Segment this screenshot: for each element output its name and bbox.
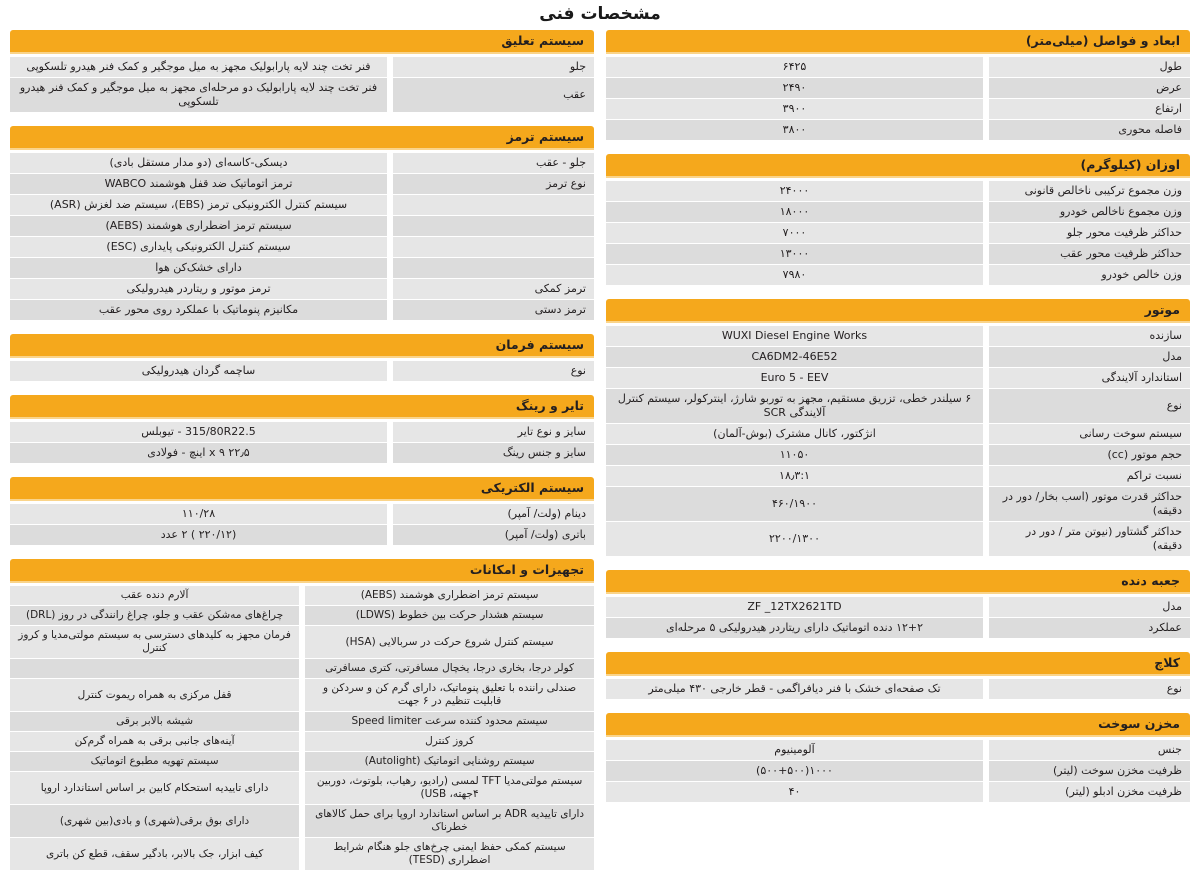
spec-label: ترمز کمکی — [387, 279, 594, 299]
table-row — [606, 424, 1190, 444]
section-electrical — [10, 477, 594, 546]
feature-item: دارای تاییدیه استحکام کابین بر اساس استاندارد اروپا — [10, 772, 299, 804]
spec-value: ۲۴۰۰۰ — [606, 181, 983, 201]
spec-table-electrical — [10, 503, 594, 546]
spec-label: جلو - عقب — [387, 153, 594, 173]
table-row — [606, 466, 1190, 486]
spec-table-steering — [10, 360, 594, 382]
spec-value: انژکتور، کانال مشترک (بوش-آلمان) — [606, 424, 983, 444]
feature-item: کیف ابزار، جک بالابر، بادگیر سقف، قطع کن باتری — [10, 838, 299, 870]
spec-label: عرض — [983, 78, 1190, 98]
spec-value: ۱۸٫۳:۱ — [606, 466, 983, 486]
spec-value: WUXI Diesel Engine Works — [606, 326, 983, 346]
right-spec-column — [600, 30, 1200, 816]
feature-row — [10, 679, 594, 711]
section-header-electrical: سیستم الکتریکی — [10, 477, 594, 499]
spec-value: ۲۴۹۰ — [606, 78, 983, 98]
spec-value: دیسکی-کاسه‌ای (دو مدار مستقل بادی) — [10, 153, 387, 173]
feature-item: آلارم دنده عقب — [10, 586, 299, 605]
spec-value: سیستم کنترل الکترونیکی پایداری (ESC) — [10, 237, 387, 257]
feature-item: کروز کنترل — [299, 732, 594, 751]
table-row — [606, 181, 1190, 201]
spec-label — [387, 216, 594, 236]
feature-item: دارای تاییدیه ADR بر اساس استاندارد اروپا برای حمل کالاهای خطرناک — [299, 805, 594, 837]
spec-value: ۱۳۰۰۰ — [606, 244, 983, 264]
spec-value: 315/80R22.5 - تیوبلس — [10, 422, 387, 442]
spec-label: مدل — [983, 597, 1190, 617]
spec-table-gearbox — [606, 596, 1190, 639]
table-row — [606, 202, 1190, 222]
feature-row — [10, 606, 594, 625]
specs-columns — [0, 30, 1200, 884]
spec-value: Euro 5 - EEV — [606, 368, 983, 388]
spec-table-clutch — [606, 678, 1190, 700]
feature-item: چراغ‌های مه‌شکن عقب و جلو، چراغ رانندگی در روز (DRL) — [10, 606, 299, 625]
feature-item: آینه‌های جانبی برقی به همراه گرم‌کن — [10, 732, 299, 751]
spec-label: عملکرد — [983, 618, 1190, 638]
spec-table-engine — [606, 325, 1190, 557]
section-header-clutch: کلاچ — [606, 652, 1190, 674]
section-brakes — [10, 126, 594, 321]
spec-value: فنر تخت چند لایه پارابولیک مجهز به میل موجگیر و کمک فنر هیدرو تلسکوپی — [10, 57, 387, 77]
feature-row — [10, 805, 594, 837]
section-header-weights: اوزان (کیلوگرم) — [606, 154, 1190, 176]
spec-value: CA6DM2-46E52 — [606, 347, 983, 367]
feature-row — [10, 626, 594, 658]
spec-label: حداکثر ظرفیت محور عقب — [983, 244, 1190, 264]
feature-item: سیستم تهویه مطبوع اتوماتیک — [10, 752, 299, 771]
table-row — [606, 618, 1190, 638]
section-header-gearbox: جعبه دنده — [606, 570, 1190, 592]
table-row — [606, 522, 1190, 556]
spec-value: ۲۲۰۰/۱۳۰۰ — [606, 522, 983, 556]
spec-value: سیستم ترمز اضطراری هوشمند (AEBS) — [10, 216, 387, 236]
spec-label: عقب — [387, 78, 594, 112]
spec-value: ZF _12TX2621TD — [606, 597, 983, 617]
section-dimensions — [606, 30, 1190, 141]
spec-table-equipment — [10, 585, 594, 871]
feature-row — [10, 712, 594, 731]
spec-value: ترمز اتوماتیک ضد قفل هوشمند WABCO — [10, 174, 387, 194]
table-row — [10, 216, 594, 236]
table-row — [10, 279, 594, 299]
spec-label: مدل — [983, 347, 1190, 367]
section-suspension — [10, 30, 594, 113]
table-row — [606, 244, 1190, 264]
spec-label: سیستم سوخت رسانی — [983, 424, 1190, 444]
spec-value: ۳۸۰۰ — [606, 120, 983, 140]
spec-label: وزن مجموع ترکیبی ناخالص قانونی — [983, 181, 1190, 201]
table-row — [606, 368, 1190, 388]
feature-row — [10, 732, 594, 751]
table-row — [10, 361, 594, 381]
section-equipment — [10, 559, 594, 871]
spec-value: ۱۱۰/۲۸ — [10, 504, 387, 524]
section-gearbox — [606, 570, 1190, 639]
feature-item: شیشه بالابر برقی — [10, 712, 299, 731]
spec-value: ۲۲٫۵ x ۹ اینچ - فولادی — [10, 443, 387, 463]
table-row — [10, 443, 594, 463]
page-title: مشخصات فنی — [539, 4, 661, 24]
feature-row — [10, 586, 594, 605]
spec-value: ۴۶۰/۱۹۰۰ — [606, 487, 983, 521]
spec-label: وزن خالص خودرو — [983, 265, 1190, 285]
feature-row — [10, 752, 594, 771]
table-row — [10, 422, 594, 442]
feature-item: صندلی راننده با تعلیق پنوماتیک، دارای گرم کن و سردکن و قابلیت تنظیم در ۶ جهت — [299, 679, 594, 711]
table-row — [606, 326, 1190, 346]
spec-label: سایز و نوع تایر — [387, 422, 594, 442]
spec-label: حجم موتور (cc) — [983, 445, 1190, 465]
section-header-engine: موتور — [606, 299, 1190, 321]
spec-value: ۱۰۰۰(۵۰۰+۵۰۰) — [606, 761, 983, 781]
spec-label: نوع — [983, 389, 1190, 423]
table-row — [10, 57, 594, 77]
spec-label: استاندارد آلایندگی — [983, 368, 1190, 388]
section-weights — [606, 154, 1190, 286]
spec-table-fuel-tank — [606, 739, 1190, 803]
table-row — [606, 761, 1190, 781]
section-header-steering: سیستم فرمان — [10, 334, 594, 356]
feature-item: سیستم روشنایی اتوماتیک (Autolight) — [299, 752, 594, 771]
table-row — [606, 740, 1190, 760]
spec-label: طول — [983, 57, 1190, 77]
spec-label: فاصله محوری — [983, 120, 1190, 140]
spec-value: ۴۰ — [606, 782, 983, 802]
table-row — [606, 120, 1190, 140]
feature-item: قفل مرکزی به همراه ریموت کنترل — [10, 679, 299, 711]
spec-label: ظرفیت مخزن سوخت (لیتر) — [983, 761, 1190, 781]
feature-item: سیستم کمکی حفظ ایمنی چرخ‌های جلو هنگام شرایط اضطراری (TESD) — [299, 838, 594, 870]
spec-table-suspension — [10, 56, 594, 113]
table-row — [606, 347, 1190, 367]
spec-value: سیستم کنترل الکترونیکی ترمز (EBS)، سیستم ضد لغزش (ASR) — [10, 195, 387, 215]
spec-value: ۱۲+۲ دنده اتوماتیک دارای ریتاردر هیدرولیکی ۵ مرحله‌ای — [606, 618, 983, 638]
section-steering — [10, 334, 594, 382]
table-row — [606, 679, 1190, 699]
spec-value: فنر تخت چند لایه پارابولیک دو مرحله‌ای مجهز به میل موجگیر و کمک فنر هیدرو تلسکوپی — [10, 78, 387, 112]
table-row — [606, 782, 1190, 802]
spec-value: (۲۲۰/۱۲ ) ۲ عدد — [10, 525, 387, 545]
feature-item: سیستم ترمز اضطراری هوشمند (AEBS) — [299, 586, 594, 605]
spec-label: ترمز دستی — [387, 300, 594, 320]
spec-label: حداکثر گشتاور (نیوتن متر / دور در دقیقه) — [983, 522, 1190, 556]
spec-value: دارای خشک‌کن هوا — [10, 258, 387, 278]
spec-label: باتری (ولت/ آمپر) — [387, 525, 594, 545]
table-row — [606, 389, 1190, 423]
feature-item: سیستم محدود کننده سرعت Speed limiter — [299, 712, 594, 731]
spec-value: ۷۰۰۰ — [606, 223, 983, 243]
feature-item: فرمان مجهز به کلیدهای دسترسی به سیستم مولتی‌مدیا و کروز کنترل — [10, 626, 299, 658]
spec-label — [387, 237, 594, 257]
spec-label — [387, 258, 594, 278]
table-row — [10, 195, 594, 215]
spec-value: ترمز موتور و ریتاردر هیدرولیکی — [10, 279, 387, 299]
spec-value: ۱۸۰۰۰ — [606, 202, 983, 222]
spec-value: آلومینیوم — [606, 740, 983, 760]
table-row — [606, 487, 1190, 521]
spec-value: مکانیزم پنوماتیک با عملکرد روی محور عقب — [10, 300, 387, 320]
spec-value: ساچمه گردان هیدرولیکی — [10, 361, 387, 381]
spec-label: سازنده — [983, 326, 1190, 346]
table-row — [606, 223, 1190, 243]
spec-table-brakes — [10, 152, 594, 321]
feature-item: سیستم کنترل شروع حرکت در سربالایی (HSA) — [299, 626, 594, 658]
spec-label: نسبت تراکم — [983, 466, 1190, 486]
spec-value: ۳۹۰۰ — [606, 99, 983, 119]
spec-table-tire-rim — [10, 421, 594, 464]
spec-value: ۶ سیلندر خطی، تزریق مستقیم، مجهز به توربو شارژ، اینترکولر، سیستم کنترل آلایندگی SCR — [606, 389, 983, 423]
spec-value: ۷۹۸۰ — [606, 265, 983, 285]
feature-row — [10, 659, 594, 678]
table-row — [606, 57, 1190, 77]
table-row — [606, 445, 1190, 465]
spec-label: حداکثر قدرت موتور (اسب بخار/ دور در دقیقه) — [983, 487, 1190, 521]
section-header-fuel-tank: مخزن سوخت — [606, 713, 1190, 735]
spec-label: دینام (ولت/ آمپر) — [387, 504, 594, 524]
feature-item: کولر درجا، بخاری درجا، یخچال مسافرتی، کتری مسافرتی — [299, 659, 594, 678]
section-clutch — [606, 652, 1190, 700]
spec-label: ارتفاع — [983, 99, 1190, 119]
section-fuel-tank — [606, 713, 1190, 803]
table-row — [10, 174, 594, 194]
table-row — [606, 78, 1190, 98]
spec-value: ۶۴۲۵ — [606, 57, 983, 77]
spec-label: جلو — [387, 57, 594, 77]
spec-value: تک صفحه‌ای خشک با فنر دیافراگمی - قطر خارجی ۴۳۰ میلی‌متر — [606, 679, 983, 699]
section-header-brakes: سیستم ترمز — [10, 126, 594, 148]
spec-label: نوع — [387, 361, 594, 381]
table-row — [10, 258, 594, 278]
spec-label: حداکثر ظرفیت محور جلو — [983, 223, 1190, 243]
section-tire-rim — [10, 395, 594, 464]
spec-label: نوع — [983, 679, 1190, 699]
section-header-suspension: سیستم تعلیق — [10, 30, 594, 52]
feature-row — [10, 838, 594, 870]
feature-item: سیستم مولتی‌مدیا TFT لمسی (رادیو، رهیاب، بلوتوث، دوربین ۴جهته، USB) — [299, 772, 594, 804]
table-row — [10, 300, 594, 320]
spec-label: وزن مجموع ناخالص خودرو — [983, 202, 1190, 222]
spec-label: نوع ترمز — [387, 174, 594, 194]
table-row — [10, 504, 594, 524]
spec-label — [387, 195, 594, 215]
feature-item: سیستم هشدار حرکت بین خطوط (LDWS) — [299, 606, 594, 625]
section-header-equipment: تجهیزات و امکانات — [10, 559, 594, 581]
spec-table-dimensions — [606, 56, 1190, 141]
spec-value: ۱۱۰۵۰ — [606, 445, 983, 465]
spec-label: سایز و جنس رینگ — [387, 443, 594, 463]
table-row — [10, 237, 594, 257]
table-row — [10, 78, 594, 112]
left-spec-column — [0, 30, 600, 884]
table-row — [606, 99, 1190, 119]
spec-label: جنس — [983, 740, 1190, 760]
table-row — [606, 597, 1190, 617]
table-row — [10, 525, 594, 545]
spec-table-weights — [606, 180, 1190, 286]
table-row — [10, 153, 594, 173]
feature-item: دارای بوق برقی(شهری) و بادی(بین شهری) — [10, 805, 299, 837]
feature-item — [10, 659, 299, 678]
table-row — [606, 265, 1190, 285]
spec-label: ظرفیت مخزن ادبلو (لیتر) — [983, 782, 1190, 802]
section-header-tire-rim: تایر و رینگ — [10, 395, 594, 417]
feature-row — [10, 772, 594, 804]
section-engine — [606, 299, 1190, 557]
section-header-dimensions: ابعاد و فواصل (میلی‌متر) — [606, 30, 1190, 52]
